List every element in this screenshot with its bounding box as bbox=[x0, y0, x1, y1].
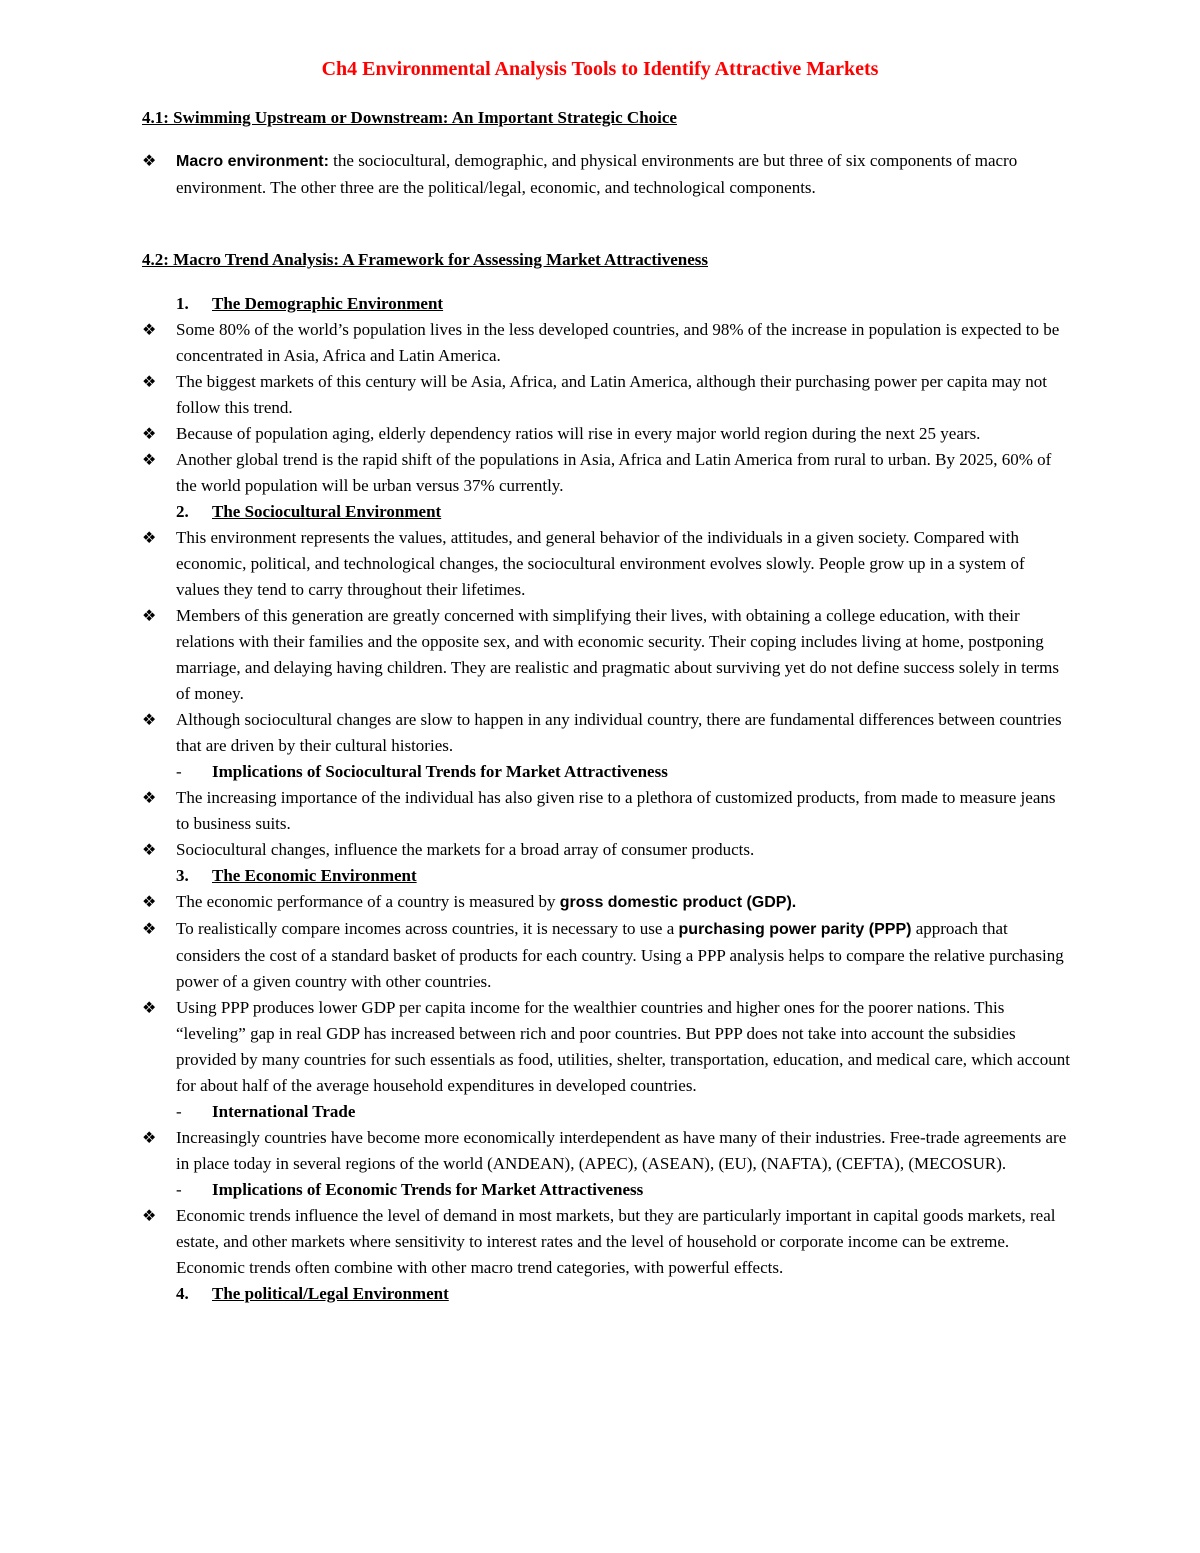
subheading-economic-implications bbox=[142, 1177, 1072, 1203]
dash-marker: - bbox=[176, 1102, 182, 1121]
term-macro-environment: Macro environment: bbox=[176, 153, 329, 170]
term-ppp: purchasing power parity (PPP) bbox=[678, 921, 912, 938]
bullet-text: Some 80% of the world’s population lives in the less developed countries, and 98% of the increase in population is expected to be concentrated in Asia, Africa and Latin America. bbox=[176, 320, 1060, 365]
subsection-title: The political/Legal Environment bbox=[212, 1284, 449, 1303]
subheading-international-trade bbox=[142, 1099, 1072, 1125]
list-item bbox=[142, 148, 1072, 201]
list-item bbox=[142, 525, 1072, 603]
diamond-bullet-icon: ❖ bbox=[142, 606, 157, 625]
diamond-bullet-icon: ❖ bbox=[142, 840, 157, 859]
bullet-text: To realistically compare incomes across countries, it is necessary to use a bbox=[176, 919, 679, 938]
subsection-number: 2. bbox=[176, 502, 189, 521]
list-item bbox=[142, 785, 1072, 837]
bullet-text: The increasing importance of the individual has also given rise to a plethora of customized products, from made to measure jeans to business suits. bbox=[176, 788, 1056, 833]
subheading-title: Implications of Sociocultural Trends for Market Attractiveness bbox=[212, 762, 668, 781]
list-item bbox=[142, 317, 1072, 369]
subsection-economic bbox=[142, 863, 1072, 889]
bullet-text: Another global trend is the rapid shift of the populations in Asia, Africa and Latin America from rural to urban. By 2025, 60% of the world population will be urban versus 37% currently. bbox=[176, 450, 1052, 495]
list-item bbox=[142, 603, 1072, 707]
subsection-title: The Sociocultural Environment bbox=[212, 502, 442, 521]
list-item bbox=[142, 837, 1072, 863]
bullet-text: Using PPP produces lower GDP per capita income for the wealthier countries and higher ones for the poorer nations. This “leveling” gap in real GDP has increased between rich and poor countries. But PPP does not take into account the subsidies provided by many countries for such essentials as food, utilities, shelter, transportation, education, and medical care, which account for about half of the average household expenditures in developed countries. bbox=[176, 998, 1070, 1095]
subsection-title: The Economic Environment bbox=[212, 866, 417, 885]
diamond-bullet-icon: ❖ bbox=[142, 450, 157, 469]
list-item bbox=[142, 447, 1072, 499]
diamond-bullet-icon: ❖ bbox=[142, 919, 157, 938]
diamond-bullet-icon: ❖ bbox=[142, 320, 157, 339]
diamond-bullet-icon: ❖ bbox=[142, 892, 157, 911]
subheading-title: Implications of Economic Trends for Market Attractiveness bbox=[212, 1180, 644, 1199]
list-item bbox=[142, 369, 1072, 421]
bullet-text: the sociocultural, demographic, and physical environments are but three of six components of macro environment. The other three are the political/legal, economic, and technological components. bbox=[176, 151, 1018, 197]
list-item bbox=[142, 1203, 1072, 1281]
list-item bbox=[142, 421, 1072, 447]
list-item bbox=[142, 889, 1072, 916]
subsection-title: The Demographic Environment bbox=[212, 294, 444, 313]
dash-marker: - bbox=[176, 1180, 182, 1199]
diamond-bullet-icon: ❖ bbox=[142, 710, 157, 729]
subsection-number: 3. bbox=[176, 866, 189, 885]
bullet-text: Economic trends influence the level of demand in most markets, but they are particularly important in capital goods markets, real estate, and other markets where sensitivity to interest rates and the level of household or corporate income can be extreme. Economic trends often combine with other macro trend categories, with powerful effects. bbox=[176, 1206, 1056, 1277]
bullet-text: The economic performance of a country is measured by bbox=[176, 892, 560, 911]
bullet-text: Sociocultural changes, influence the markets for a broad array of consumer products. bbox=[176, 840, 755, 859]
diamond-bullet-icon: ❖ bbox=[142, 151, 157, 170]
bullet-text: Increasingly countries have become more economically interdependent as have many of their industries. Free-trade agreements are in place today in several regions of the world (ANDEAN), (APEC), (ASEAN), (EU), (NAFTA), (CEFTA), (MECOSUR). bbox=[176, 1128, 1067, 1173]
subsection-number: 1. bbox=[176, 294, 189, 313]
diamond-bullet-icon: ❖ bbox=[142, 372, 157, 391]
bullet-text: Because of population aging, elderly dependency ratios will rise in every major world region during the next 25 years. bbox=[176, 424, 981, 443]
subsection-sociocultural bbox=[142, 499, 1072, 525]
diamond-bullet-icon: ❖ bbox=[142, 528, 157, 547]
bullet-text: The biggest markets of this century will be Asia, Africa, and Latin America, although their purchasing power per capita may not follow this trend. bbox=[176, 372, 1047, 417]
bullet-text: approach that considers the cost of a standard basket of products for each country. Using a PPP analysis helps to compare the relative purchasing power of a given country with other countries. bbox=[176, 919, 1064, 991]
bullet-text: This environment represents the values, attitudes, and general behavior of the individuals in a given society. Compared with economic, political, and technological changes, the sociocultural environment evolves slowly. People grow up in a system of values they tend to carry throughout their lifetimes. bbox=[176, 528, 1025, 599]
list-item bbox=[142, 916, 1072, 995]
list-item bbox=[142, 707, 1072, 759]
bullet-text: Although sociocultural changes are slow to happen in any individual country, there are fundamental differences between countries that are driven by their cultural histories. bbox=[176, 710, 1062, 755]
bullet-text: Members of this generation are greatly concerned with simplifying their lives, with obtaining a college education, with their relations with their families and the opposite sex, and with economic security. Their coping includes living at home, postponing marriage, and delaying having children. They are realistic and pragmatic about surviving yet do not define success solely in terms of money. bbox=[176, 606, 1059, 703]
list-item bbox=[142, 1125, 1072, 1177]
diamond-bullet-icon: ❖ bbox=[142, 998, 157, 1017]
subsection-political-legal bbox=[142, 1281, 1072, 1307]
subsection-number: 4. bbox=[176, 1284, 189, 1303]
diamond-bullet-icon: ❖ bbox=[142, 1206, 157, 1225]
subheading-title: International Trade bbox=[212, 1102, 356, 1121]
diamond-bullet-icon: ❖ bbox=[142, 1128, 157, 1147]
list-item bbox=[142, 995, 1072, 1099]
document-title: Ch4 Environmental Analysis Tools to Identify Attractive Markets bbox=[321, 58, 879, 80]
subsection-demographic bbox=[142, 291, 1072, 317]
section-heading-4-2: 4.2: Macro Trend Analysis: A Framework for Assessing Market Attractiveness bbox=[142, 250, 708, 269]
section-4-2-content bbox=[142, 291, 1072, 1307]
dash-marker: - bbox=[176, 762, 182, 781]
section-4-1-content bbox=[142, 148, 1072, 201]
subheading-sociocultural-implications bbox=[142, 759, 1072, 785]
diamond-bullet-icon: ❖ bbox=[142, 788, 157, 807]
term-gdp: gross domestic product (GDP). bbox=[559, 894, 797, 911]
diamond-bullet-icon: ❖ bbox=[142, 424, 157, 443]
section-heading-4-1: 4.1: Swimming Upstream or Downstream: An Important Strategic Choice bbox=[142, 108, 677, 127]
